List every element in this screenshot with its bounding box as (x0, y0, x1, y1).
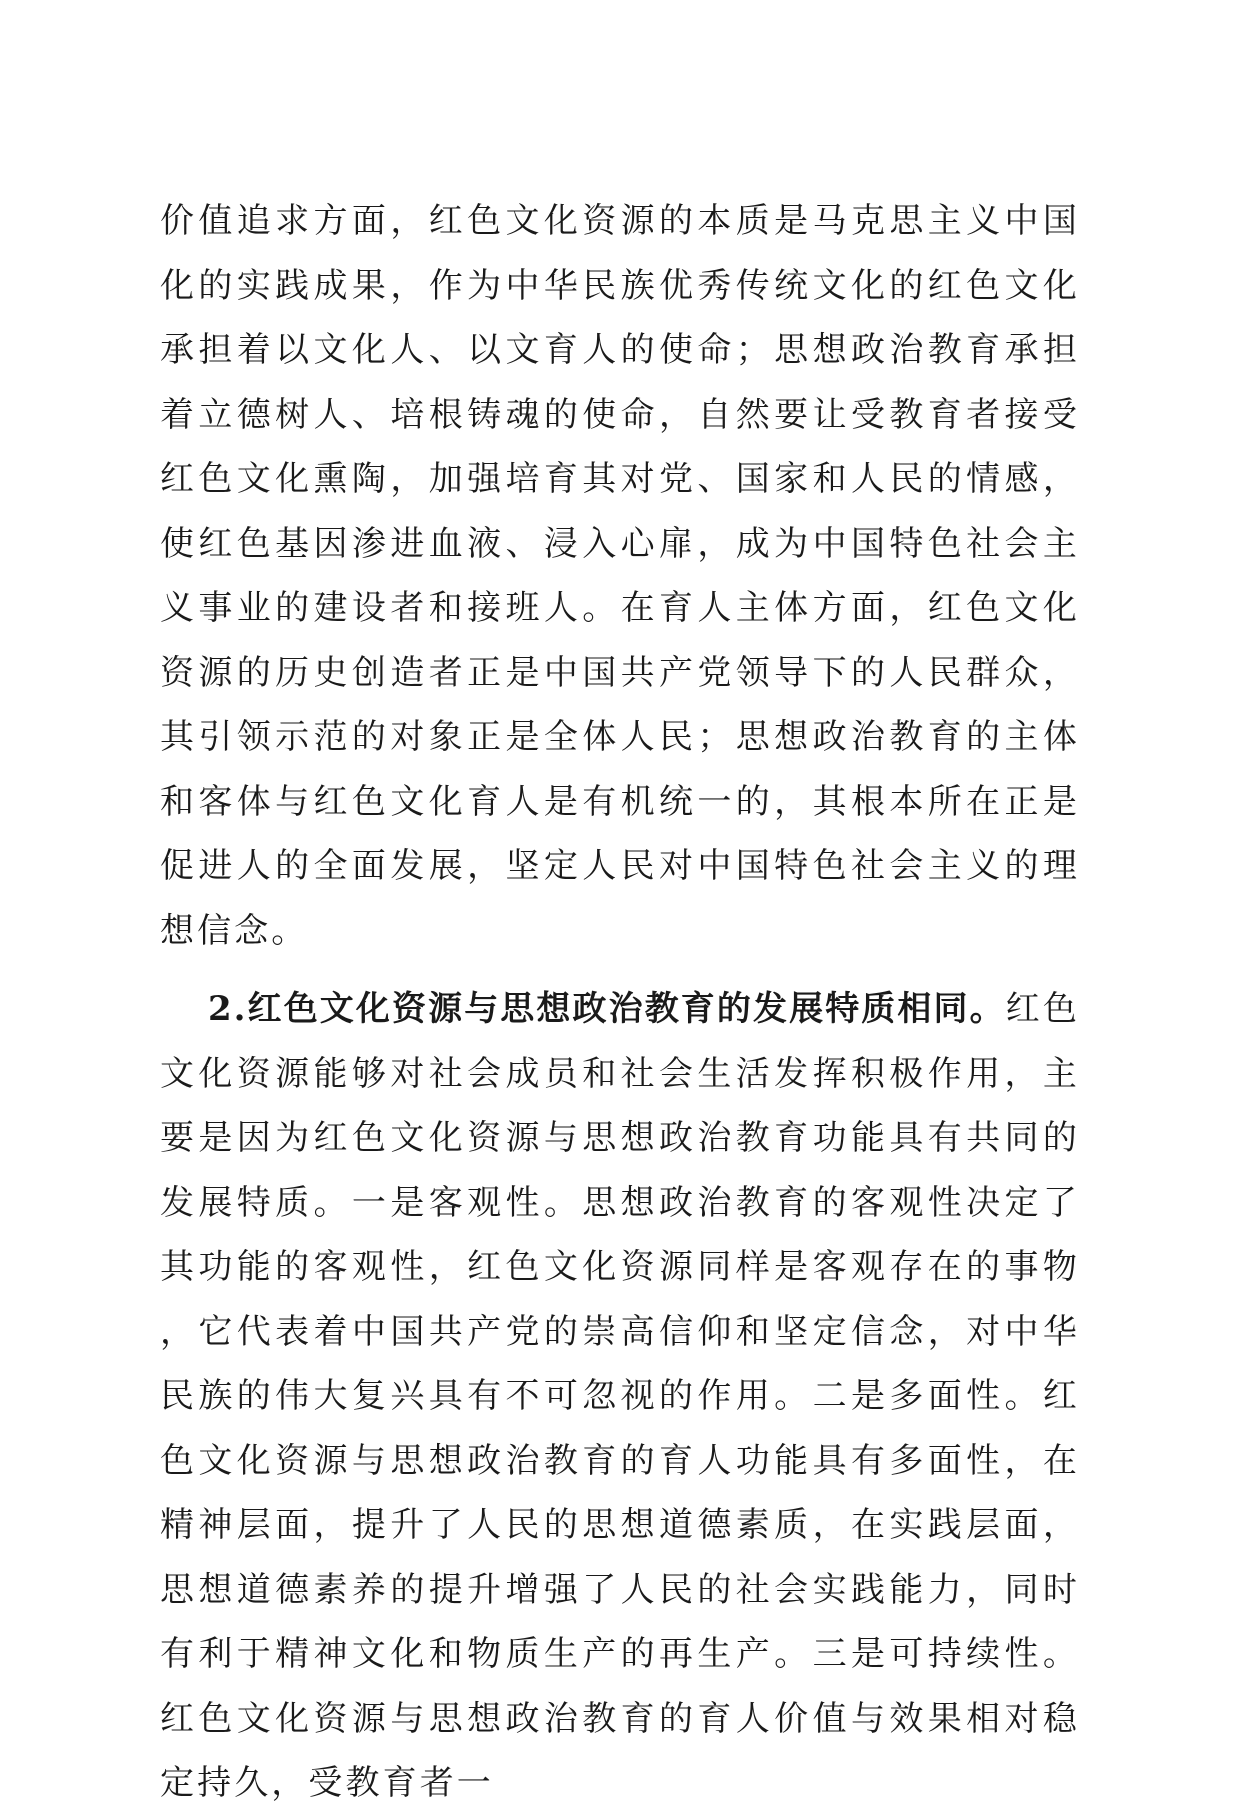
section-paragraph (160, 977, 1080, 1816)
page-content (160, 189, 1080, 1816)
section-body-text: 红色文化资源能够对社会成员和社会生活发挥积极作用，主要是因为红色文化资源与思想政治教育功能具有共同的发展特质。一是客观性。思想政治教育的客观性决定了其功能的客观性，红色文化资源同样是客观存在的事物，它代表着中国共产党的崇高信仰和坚定信念，对中华民族的伟大复兴具有不可忽视的作用。二是多面性。红色文化资源与思想政治教育的育人功能具有多面性，在精神层面，提升了人民的思想道德素质，在实践层面，思想道德素养的提升增强了人民的社会实践能力，同时有利于精神文化和物质生产的再生产。三是可持续性。红色文化资源与思想政治教育的育人价值与效果相对稳定持久，受教育者一 (160, 989, 1081, 1803)
section-heading: 2.红色文化资源与思想政治教育的发展特质相同。 (208, 989, 1006, 1029)
body-paragraph: 价值追求方面，红色文化资源的本质是马克思主义中国化的实践成果，作为中华民族优秀传统文化的红色文化承担着以文化人、以文育人的使命；思想政治教育承担着立德树人、培根铸魂的使命，自然要让受教育者接受红色文化熏陶，加强培育其对党、国家和人民的情感，使红色基因渗进血液、浸入心扉，成为中国特色社会主义事业的建设者和接班人。在育人主体方面，红色文化资源的历史创造者正是中国共产党领导下的人民群众，其引领示范的对象正是全体人民；思想政治教育的主体和客体与红色文化育人是有机统一的，其根本所在正是促进人的全面发展，坚定人民对中国特色社会主义的理想信念。 (160, 201, 1080, 951)
